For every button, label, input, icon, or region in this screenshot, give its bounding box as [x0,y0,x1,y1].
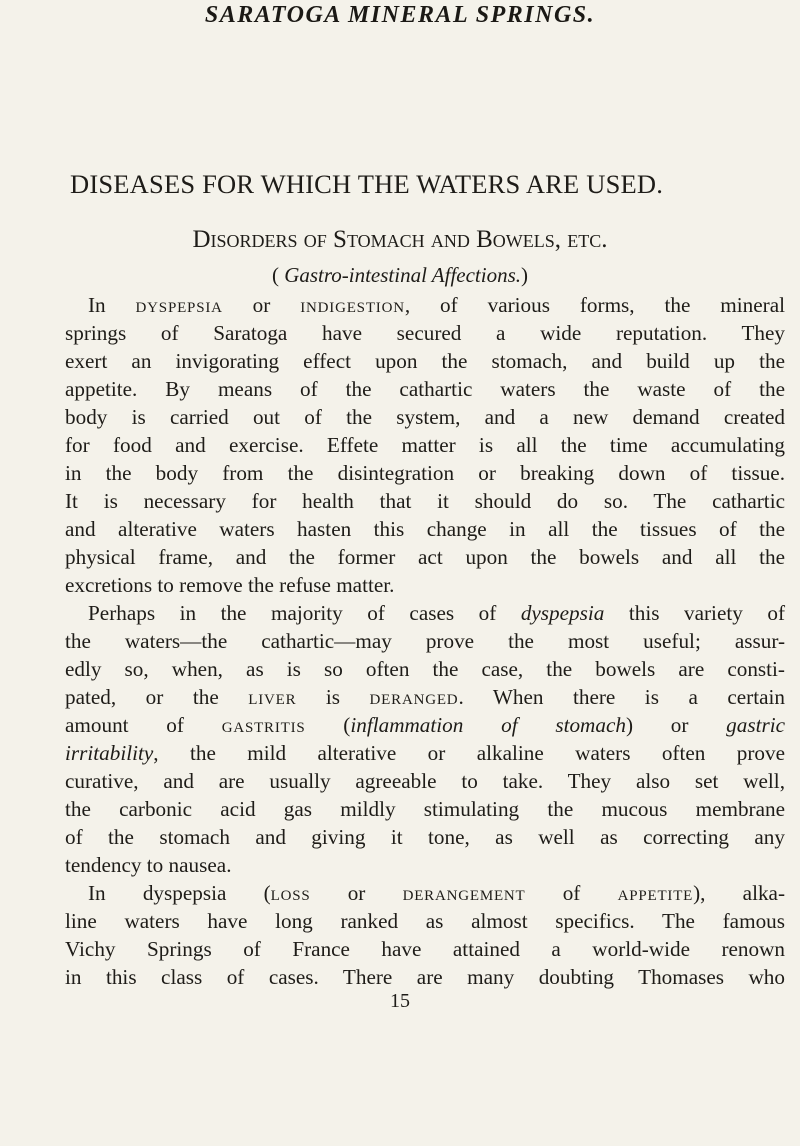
subtitle-close-paren: ) [521,263,529,287]
term-loss: loss [270,881,311,905]
body-line-16 [65,711,785,739]
chapter-title: DISEASES FOR WHICH THE WATERS ARE USED. [70,169,664,199]
body-line-15 [65,683,785,711]
body-line-24: Vichy Springs of France have attained a world-wide renown [65,937,785,961]
text-run: this variety of [604,601,785,625]
term-gastritis: gastritis [221,713,306,737]
body-line-4: appetite. By means of the cathartic waters the waste of the [65,377,785,401]
body-line-18: curative, and are usually agreeable to take. They also set well, [65,769,785,793]
term-dyspepsia: dyspepsia [135,293,223,317]
text-run: ( [305,713,351,737]
body-line-3: exert an invigorating effect upon the stomach, and build up the [65,349,785,373]
body-line-13: the waters—the cathartic—may prove the most useful; assur- [65,629,785,653]
body-line-23: line waters have long ranked as almost specifics. The famous [65,909,785,933]
body-line-5: body is carried out of the system, and a new demand created [65,405,785,429]
body-line-19: the carbonic acid gas mildly stimulating the mucous membrane [65,797,785,821]
text-run: . When there is a certain [458,685,785,709]
text-run: , of various forms, the mineral [404,293,785,317]
term-liver: liver [248,685,297,709]
body-line-20: of the stomach and giving it tone, as well as correcting any [65,825,785,849]
term-derangement: derangement [402,881,526,905]
body-line-12 [88,599,785,627]
text-run: In dyspepsia ( [88,881,271,905]
term-deranged: deranged [369,685,459,709]
body-line-10: physical frame, and the former act upon the bowels and all the [65,545,785,569]
text-run: or [222,293,301,317]
running-head: SARATOGA MINERAL SPRINGS. [204,2,596,28]
body-line-22 [88,879,785,907]
term-irritability: irritability [65,741,154,765]
text-run: In [88,293,136,317]
text-run: pated, or the [65,685,249,709]
body-line-21: tendency to nausea. [65,853,232,877]
body-line-8: It is necessary for health that it should do so. The cathartic [65,489,785,513]
term-gastric: gastric [726,713,785,737]
body-line-17 [65,739,785,767]
term-indigestion: indigestion [300,293,405,317]
section-subtitle [0,263,800,288]
body-line-6: for food and exercise. Effete matter is all the time accumulating [65,433,785,457]
body-line-9: and alterative waters hasten this change in all the tissues of the [65,517,785,541]
text-run: , the mild alterative or alkaline waters often prove [153,741,785,765]
body-line-14: edly so, when, as is so often the case, the bowels are consti- [65,657,785,681]
body-line-2: springs of Saratoga have secured a wide reputation. They [65,321,785,345]
body-line-11: excretions to remove the refuse matter. [65,573,395,597]
text-run: of [525,881,618,905]
body-line-1 [88,291,785,319]
page-number: 15 [390,990,410,1012]
text-run: ), alka- [693,881,786,905]
term-appetite: appetite [617,881,694,905]
subtitle-open-paren: ( [271,263,285,287]
text-run: ) or [625,713,727,737]
section-title: Disorders of Stomach and Bowels, etc. [192,226,608,253]
text-run: Perhaps in the majority of cases of [88,601,521,625]
body-line-7: in the body from the disintegration or breaking down of tissue. [65,461,785,485]
term-inflammation: inflammation of stomach [350,713,626,737]
text-run: amount of [65,713,222,737]
subtitle-text: Gastro-intestinal Affections. [284,263,522,287]
body-line-25: in this class of cases. There are many doubting Thomases who [65,965,785,989]
text-run: is [296,685,370,709]
term-dyspepsia-italic: dyspepsia [520,601,605,625]
text-run: or [310,881,403,905]
